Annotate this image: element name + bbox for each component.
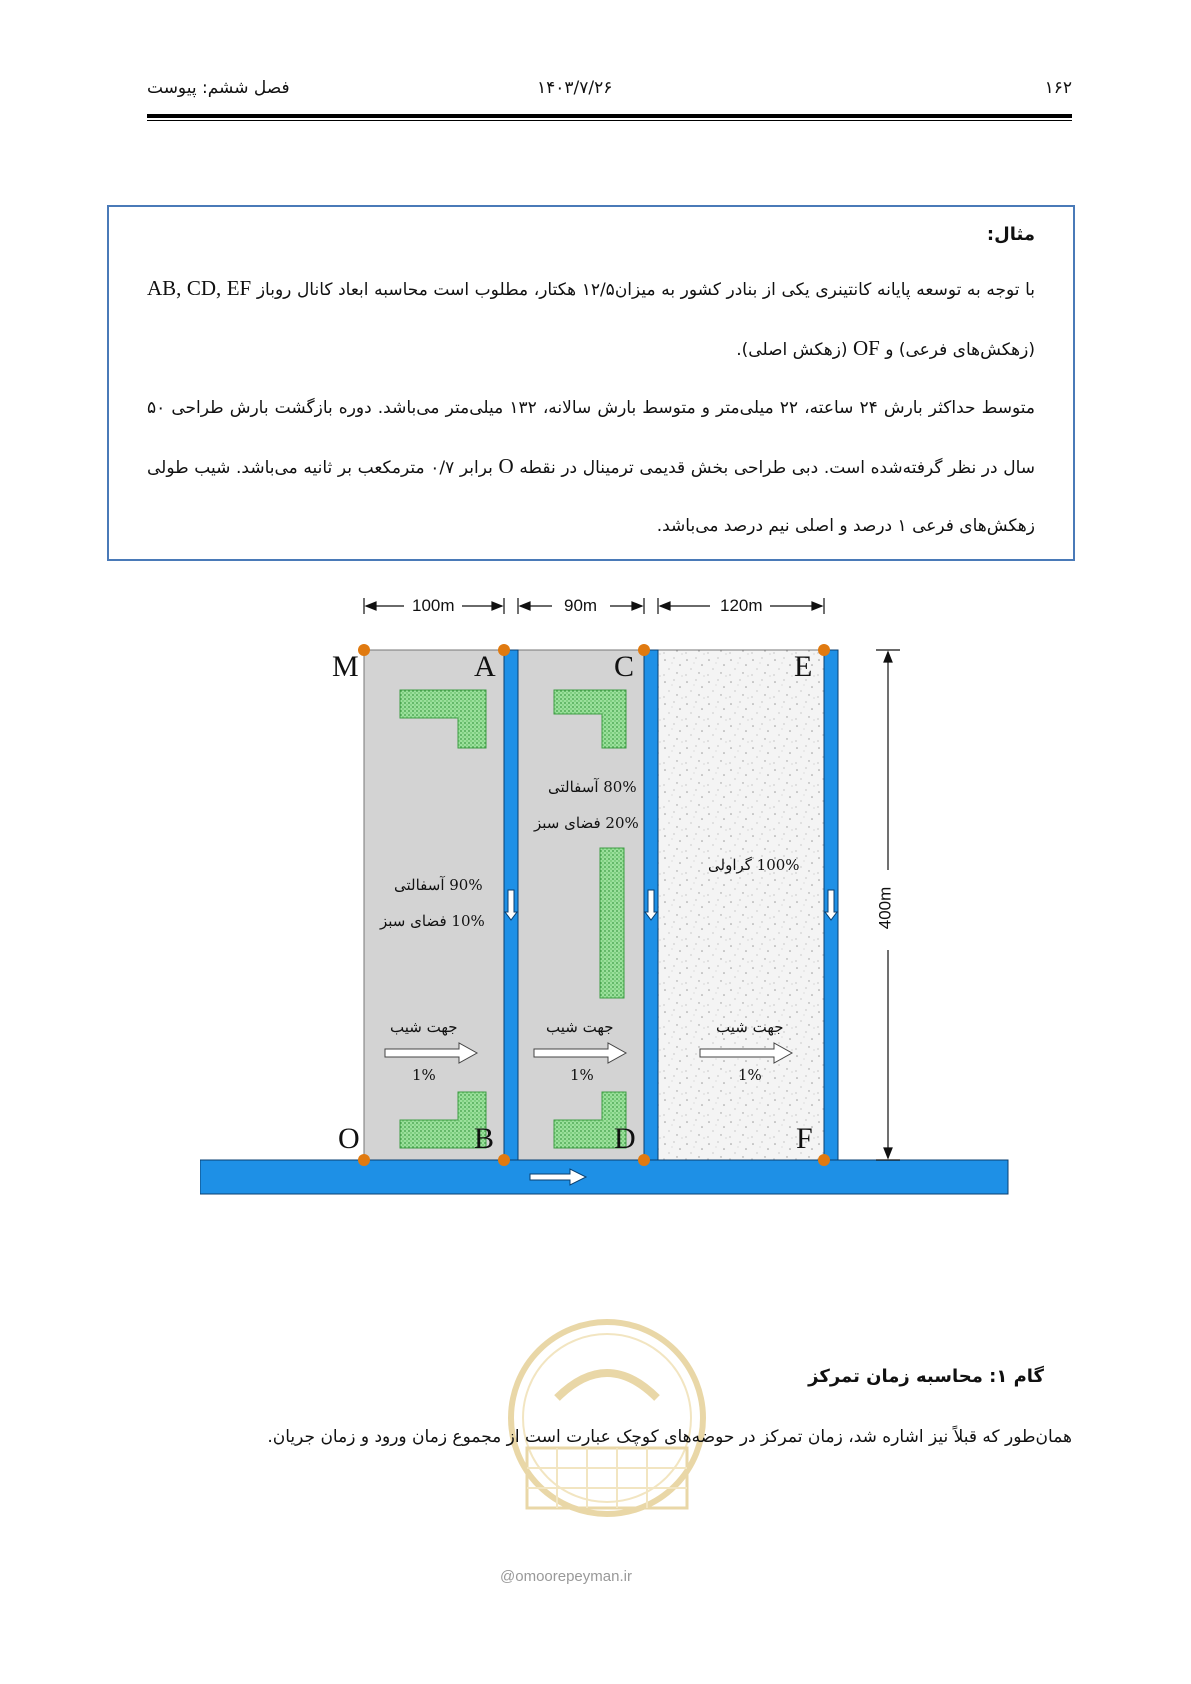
zone-3-gravel-label: 100% گراولی [708, 856, 800, 874]
zone-2-green-label: 20% فضای سبز [534, 814, 639, 832]
point-label-d: D [614, 1122, 636, 1155]
node-e [818, 644, 830, 656]
point-label-b: B [474, 1122, 495, 1155]
slope-label-3: جهت شیب [716, 1018, 784, 1036]
chapter-title: فصل ششم: پیوست [147, 78, 290, 98]
example-paragraph-1 [147, 259, 1035, 379]
node-m [358, 644, 370, 656]
point-label-a: A [474, 650, 496, 683]
watermark-url: @omoorepeyman.ir [500, 1568, 632, 1585]
node-c [638, 644, 650, 656]
header-date: ۱۴۰۳/۷/۲۶ [537, 78, 613, 98]
dim-width-2: 90m [564, 596, 598, 615]
slope-label-2: جهت شیب [546, 1018, 614, 1036]
page-number: ۱۶۲ [1044, 78, 1072, 98]
example-p1-end: (زهکش اصلی). [736, 340, 853, 360]
header-rule-thick [147, 114, 1072, 118]
example-p2-text-b: برابر ۰/۷ مترمکعب بر ثانیه می‌باشد. شیب طولی زهکش‌های فرعی ۱ درصد و اصلی نیم درصد می‌باشد. [147, 458, 1035, 536]
drainage-plan-svg [200, 590, 1020, 1290]
example-paragraph-2 [147, 379, 1035, 555]
main-channel-of [200, 1160, 1008, 1194]
zone-1-green-label: 10% فضای سبز [380, 912, 485, 930]
green-space-2-strip [600, 848, 624, 998]
node-o [358, 1154, 370, 1166]
dim-width-1: 100m [412, 596, 455, 615]
node-f [818, 1154, 830, 1166]
example-p1-text: با توجه به توسعه پایانه کانتینری یکی از بنادر کشور به میزان۱۲/۵ هکتار، مطلوب است محاسبه ابعاد کانال روباز [256, 280, 1035, 300]
zone-1-asphalt-label: 90% آسفالتی [394, 876, 483, 894]
point-label-c: C [614, 650, 635, 683]
slope-value-1: 1% [412, 1066, 436, 1084]
node-d [638, 1154, 650, 1166]
example-p1-main-channel: OF [852, 336, 880, 360]
slope-value-2: 1% [570, 1066, 594, 1084]
page-header [147, 78, 1072, 108]
example-box [107, 205, 1075, 561]
dim-height: 400m [875, 886, 895, 930]
point-label-o: O [338, 1122, 360, 1155]
example-p2-point: O [498, 454, 514, 478]
slope-label-1: جهت شیب [390, 1018, 458, 1036]
example-title: مثال: [986, 224, 1035, 245]
example-p1-channels: AB, CD, EF [147, 276, 252, 300]
dim-width-3: 120m [720, 596, 763, 615]
example-p2-text-a: متوسط حداکثر بارش ۲۴ ساعته، ۲۲ میلی‌متر و متوسط بارش سالانه، ۱۳۲ میلی‌متر می‌باشد. دوره بازگشت بارش طراحی ۵۰ سال در نظر گرفته‌شده است. دبی طراحی بخش قدیمی ترمینال در نقطه [147, 398, 1035, 478]
point-label-e: E [794, 650, 813, 683]
step-1-paragraph: همان‌طور که قبلاً نیز اشاره شد، زمان تمرکز در حوضه‌های کوچک عبارت است از مجموع زمان ورود و زمان جریان. [267, 1427, 1072, 1447]
slope-value-3: 1% [738, 1066, 762, 1084]
header-rule-thin [147, 120, 1072, 121]
zone-2-asphalt-label: 80% آسفالتی [548, 778, 637, 796]
drainage-figure [200, 590, 1020, 1290]
example-p1-mid: (زهکش‌های فرعی) و [879, 340, 1035, 360]
node-a [498, 644, 510, 656]
step-1-title: گام ۱: محاسبه زمان تمرکز [808, 1366, 1044, 1387]
node-b [498, 1154, 510, 1166]
point-label-f: F [796, 1122, 813, 1155]
point-label-m: M [332, 650, 359, 683]
